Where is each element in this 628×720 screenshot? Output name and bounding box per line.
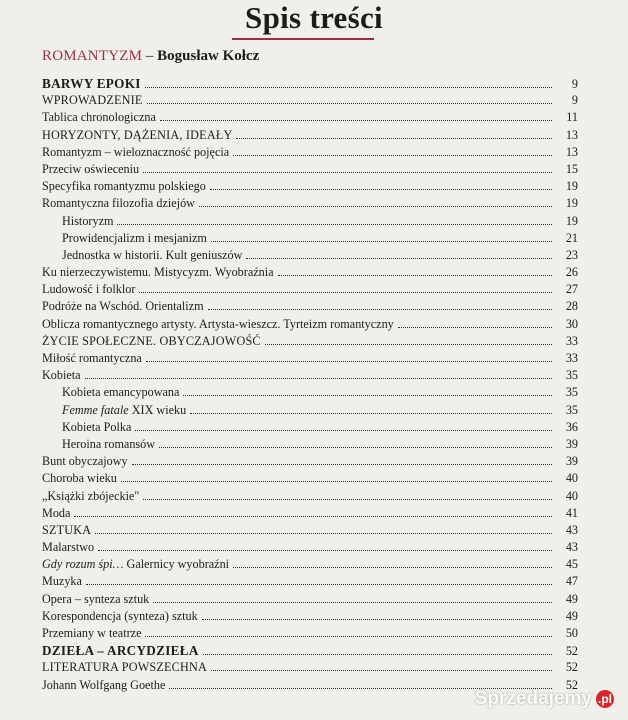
toc-entry	[42, 281, 578, 298]
section-name: ROMANTYZM	[42, 48, 143, 64]
toc-leader-dots	[121, 480, 552, 482]
toc-entry-label: BARWY EPOKI	[42, 76, 141, 91]
toc-entry	[42, 642, 578, 659]
toc-page-number: 9	[571, 93, 578, 108]
toc-page-number: 15	[565, 161, 578, 176]
toc-entry	[42, 384, 578, 401]
toc-entry-label: Bunt obyczajowy	[42, 454, 128, 469]
toc-entry	[42, 436, 578, 453]
toc-leader-dots	[203, 653, 552, 655]
toc-entry-label: Moda	[42, 505, 71, 520]
toc-page-number: 33	[565, 351, 578, 365]
toc-leader-dots	[210, 188, 552, 190]
watermark	[475, 688, 614, 710]
toc-entry	[42, 659, 578, 676]
toc-entry	[42, 608, 578, 625]
toc-leader-dots	[86, 583, 552, 585]
toc-entry-label: „Książki zbójeckie"	[42, 488, 140, 503]
toc-entry	[42, 195, 578, 212]
toc-leader-dots	[199, 205, 552, 207]
toc-leader-dots	[278, 274, 552, 276]
toc-entry-label: Heroina romansów	[62, 436, 156, 451]
section-heading	[42, 48, 259, 65]
toc-entry-label: Choroba wieku	[42, 471, 117, 486]
toc-entry-label: Tablica chronologiczna	[42, 110, 156, 125]
toc-page-number: 49	[565, 608, 578, 623]
toc-page-number: 23	[565, 247, 578, 262]
toc-leader-dots	[95, 532, 552, 534]
toc-page-number: 30	[565, 316, 578, 331]
toc-page-number: 35	[565, 402, 578, 417]
toc-page-number: 36	[565, 419, 578, 434]
toc-leader-dots	[246, 257, 552, 259]
toc-leader-dots	[132, 463, 552, 465]
toc-entry-label: HORYZONTY, DĄŻENIA, IDEAŁY	[42, 127, 233, 142]
toc-page-number: 40	[565, 488, 578, 503]
page-title: Spis treści	[245, 0, 383, 35]
toc-page-number: 39	[565, 436, 578, 451]
title-underline	[232, 38, 374, 40]
toc-leader-dots	[117, 223, 552, 225]
toc-leader-dots	[202, 618, 552, 620]
toc-page-number: 52	[565, 644, 578, 659]
toc-entry	[42, 470, 578, 487]
toc-leader-dots	[211, 669, 552, 671]
toc-entry-label: ŻYCIE SPOŁECZNE. OBYCZAJOWOŚĆ	[42, 333, 261, 348]
toc-entry	[42, 453, 578, 470]
toc-entry-label: Korespondencja (synteza) sztuk	[42, 608, 198, 623]
toc-page-number: 39	[565, 454, 578, 469]
toc-leader-dots	[233, 154, 552, 156]
toc-entry	[42, 178, 578, 195]
toc-entry	[42, 161, 578, 178]
toc-entry-label: Prowidencjalizm i mesjanizm	[62, 230, 207, 245]
toc-entry-italic-part: Gdy rozum śpi…	[42, 557, 124, 572]
toc-entry-label: Kobieta	[42, 368, 81, 383]
toc-leader-dots	[236, 137, 552, 139]
toc-entry-label: Muzyka	[42, 574, 82, 589]
toc-page-number: 19	[565, 196, 578, 211]
toc-leader-dots	[147, 102, 552, 104]
toc-entry	[42, 144, 578, 161]
toc-leader-dots	[190, 412, 552, 414]
toc-entry-label: Przeciw oświeceniu	[42, 161, 140, 176]
toc-entry	[42, 350, 578, 367]
toc-page-number: 52	[565, 660, 578, 675]
toc-entry	[42, 625, 578, 642]
toc-page-number: 19	[565, 179, 578, 194]
toc-page-number: 52	[565, 677, 578, 692]
toc-entry	[42, 522, 578, 539]
toc-entry	[42, 247, 578, 264]
toc-leader-dots	[139, 291, 552, 293]
toc-entry	[42, 230, 578, 247]
toc-leader-dots	[153, 601, 552, 603]
toc-entry-label: Miłość romantyczna	[42, 351, 142, 365]
toc-entry-label: Kobieta Polka	[62, 419, 132, 434]
toc-leader-dots	[143, 498, 552, 500]
toc-page-number: 11	[566, 110, 578, 125]
toc-leader-dots	[160, 119, 552, 121]
toc-entry-label: Ku nierzeczywistemu. Mistycyzm. Wyobraźnia	[42, 265, 274, 280]
section-separator: –	[145, 48, 154, 64]
toc-leader-dots	[208, 308, 552, 310]
toc-entry	[42, 573, 578, 590]
toc-entry	[42, 75, 578, 92]
toc-entry-label: Przemiany w teatrze	[42, 626, 142, 640]
toc-entry-label-rest: Galernicy wyobraźni	[126, 557, 230, 572]
toc-entry-label: Kobieta emancypowana	[62, 385, 180, 400]
toc-entry	[42, 109, 578, 126]
watermark-text: Sprzedajemy	[474, 688, 592, 709]
toc-leader-dots	[183, 394, 552, 396]
toc-page-number: 45	[565, 557, 578, 572]
toc-entry-label: LITERATURA POWSZECHNA	[42, 660, 208, 675]
toc-entry	[42, 316, 578, 333]
toc-leader-dots	[135, 429, 552, 431]
toc-entry	[42, 333, 578, 350]
toc-entry-label: Historyzm	[62, 213, 114, 228]
toc-page-number: 35	[565, 385, 578, 400]
toc-leader-dots	[159, 446, 552, 448]
toc-entry-label: Opera – synteza sztuk	[42, 591, 150, 606]
toc-entry-label: Specyfika romantyzmu polskiego	[42, 179, 206, 194]
toc-entry-label: Oblicza romantycznego artysty. Artysta-wieszcz. Tyrteizm romantyczny	[42, 316, 394, 331]
toc-entry	[42, 213, 578, 230]
toc-leader-dots	[98, 549, 552, 551]
toc-leader-dots	[74, 515, 552, 517]
toc-entry	[42, 419, 578, 436]
toc-leader-dots	[85, 377, 552, 379]
toc-entry	[42, 298, 578, 315]
toc-page-number: 35	[565, 368, 578, 383]
toc-page-number: 13	[565, 127, 578, 142]
toc-entry-label: DZIEŁA – ARCYDZIEŁA	[42, 643, 199, 659]
toc-page-number: 28	[565, 299, 578, 314]
toc-page-number: 21	[565, 230, 578, 245]
toc-page-number: 33	[565, 333, 578, 348]
toc-page-number: 43	[565, 522, 578, 537]
toc-entry-label: Romantyczna filozofia dziejów	[42, 196, 195, 211]
toc-page-number: 49	[565, 591, 578, 606]
toc-entry-label: SZTUKA	[42, 522, 92, 537]
toc-entry-label: Romantyzm – wieloznaczność pojęcia	[42, 144, 230, 159]
toc-entry-label-rest: XIX wieku	[131, 402, 187, 417]
toc-entry-label	[42, 556, 233, 573]
toc-page-number: 47	[565, 574, 578, 589]
toc-page-number: 41	[565, 505, 578, 520]
toc-entry-label: Podróże na Wschód. Orientalizm	[42, 299, 204, 314]
toc-leader-dots	[145, 635, 552, 637]
toc-entry	[42, 591, 578, 608]
toc-page-number: 40	[565, 471, 578, 486]
watermark-badge: .pl	[598, 692, 612, 706]
toc-entry	[42, 264, 578, 281]
toc-leader-dots	[146, 360, 552, 362]
toc-entry	[42, 488, 578, 505]
toc-leader-dots	[233, 566, 552, 568]
toc-leader-dots	[398, 326, 552, 328]
toc-entry	[42, 92, 578, 109]
toc-leader-dots	[211, 240, 552, 242]
toc-entry-label	[42, 402, 190, 419]
toc-entry	[42, 556, 578, 573]
toc-entry-italic-part: Femme fatale	[62, 402, 129, 417]
toc-entry-label: Johann Wolfgang Goethe	[42, 677, 166, 692]
toc-page-number: 9	[571, 77, 578, 91]
toc-entry-label: Jednostka w historii. Kult geniuszów	[62, 247, 243, 262]
toc-entry	[42, 127, 578, 144]
toc-page-number: 19	[565, 213, 578, 228]
toc-entry-label: Malarstwo	[42, 540, 95, 555]
toc-entry	[42, 367, 578, 384]
toc-leader-dots	[143, 171, 552, 173]
toc-page-number: 50	[565, 626, 578, 640]
toc-page-number: 27	[565, 282, 578, 297]
toc-entry	[42, 505, 578, 522]
toc-leader-dots	[145, 86, 552, 88]
toc-page-number: 26	[565, 265, 578, 280]
toc-leader-dots	[265, 343, 552, 345]
toc-entry-label: WPROWADZENIE	[42, 93, 143, 108]
table-of-contents	[42, 75, 578, 694]
toc-page-number: 43	[565, 540, 578, 555]
toc-entry	[42, 402, 578, 419]
toc-entry	[42, 539, 578, 556]
toc-page-number: 13	[565, 144, 578, 159]
section-author: Bogusław Kołcz	[157, 48, 260, 64]
toc-entry-label: Ludowość i folklor	[42, 282, 136, 297]
